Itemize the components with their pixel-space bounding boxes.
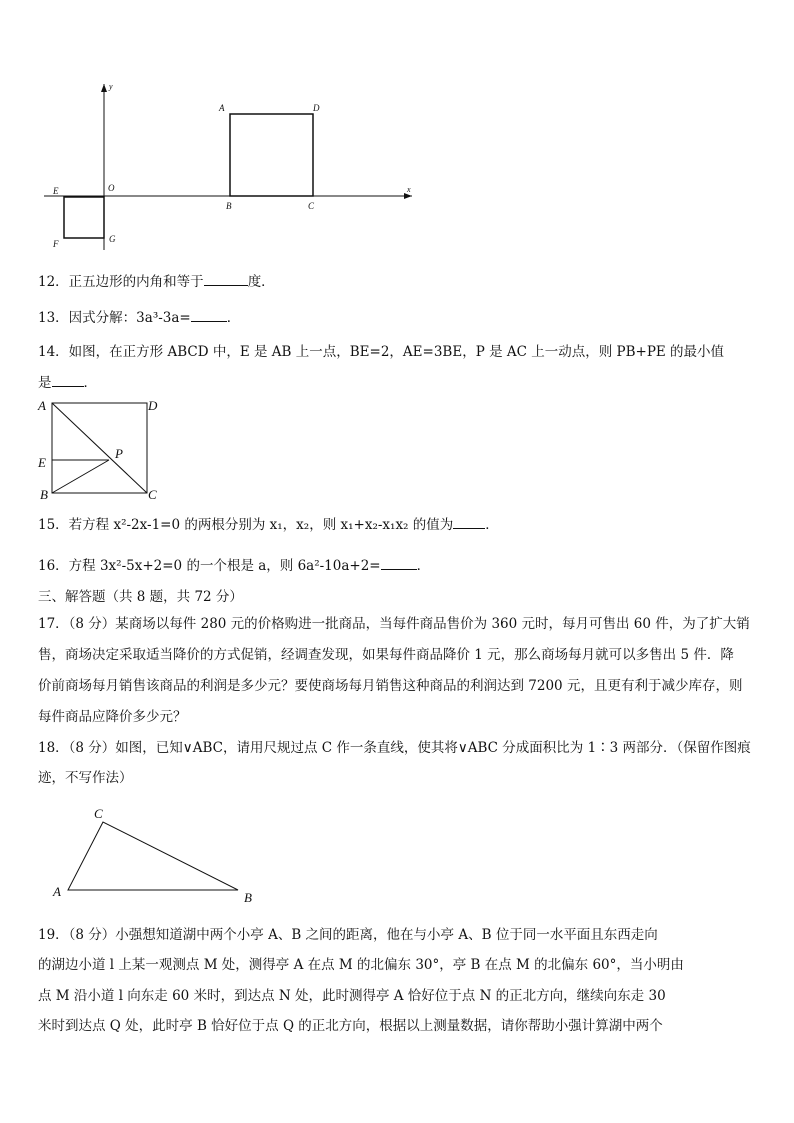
- label-C: C: [148, 487, 157, 502]
- q12-text: 12．正五边形的内角和等于: [38, 274, 204, 290]
- y-axis-arrow: [101, 84, 107, 92]
- label-C: C: [308, 201, 315, 211]
- label-C: C: [94, 806, 103, 821]
- label-F: F: [53, 239, 59, 249]
- square-ABCD-large: [230, 114, 313, 196]
- label-D: D: [148, 398, 158, 413]
- question-15: [38, 514, 764, 535]
- label-G: G: [109, 234, 116, 244]
- question-19-line3: 点 M 沿小道 l 向东走 60 米时，到达点 N 处，此时测得亭 A 恰好位于点 N 的正北方向，继续向东走 30: [38, 988, 666, 1004]
- label-A: A: [219, 103, 225, 113]
- label-E: E: [38, 455, 46, 470]
- question-17-line4: 每件商品应降价多少元？: [38, 709, 187, 725]
- label-x: x: [407, 185, 411, 194]
- label-A: A: [38, 398, 46, 413]
- label-P: P: [115, 446, 123, 461]
- square-EOGF-small: [64, 197, 104, 238]
- q13-suffix: ．: [226, 310, 241, 326]
- diagonal-AC: [52, 403, 147, 493]
- q12-suffix: 度．: [247, 274, 275, 290]
- q14-suffix: ．: [83, 375, 97, 391]
- question-19-line2: 的湖边小道 l 上某一观测点 M 处，测得亭 A 在点 M 的北偏东 30°，亭 B 在点 M 的北偏东 60°，当小明由: [38, 957, 684, 973]
- label-D: D: [313, 103, 320, 113]
- q16-suffix: ．: [416, 558, 431, 574]
- question-18-line1: 18．（8 分）如图，已知∨ABC，请用尺规过点 C 作一条直线，使其将∨ABC 分成面积比为 1∶3 两部分．（保留作图痕: [38, 740, 751, 756]
- label-B: B: [40, 487, 48, 502]
- question-17-line1: 17．（8 分）某商场以每件 280 元的价格购进一批商品，当每件商品售价为 360 元时，每月可售出 60 件，为了扩大销: [38, 616, 750, 632]
- label-E: E: [53, 186, 59, 196]
- question-14-line1: 14．如图，在正方形 ABCD 中，E 是 AB 上一点，BE=2，AE=3BE，P 是 AC 上一动点，则 PB+PE 的最小值: [38, 344, 725, 360]
- q13-answer-blank[interactable]: [191, 307, 227, 322]
- q14-prefix: 是: [38, 375, 52, 391]
- question-17-line2: 售，商场决定采取适当降价的方式促销，经调查发现，如果每件商品降价 1 元，那么商场每月就可以多售出 5 件．降: [38, 647, 734, 663]
- question-12: [38, 271, 764, 292]
- q14-answer-blank[interactable]: [52, 372, 84, 387]
- label-B: B: [244, 890, 252, 905]
- q15-text: 15．若方程 x²-2x-1=0 的两根分别为 x₁，x₂，则 x₁+x₂-x₁x₂ 的值为: [38, 517, 454, 533]
- section-3-heading: 三、解答题（共 8 题，共 72 分）: [38, 589, 243, 605]
- square-figure-q14: [37, 398, 158, 502]
- q15-answer-blank[interactable]: [453, 514, 485, 529]
- question-17-line3: 价前商场每月销售该商品的利润是多少元？要使商场每月销售这种商品的利润达到 7200 元，且更有利于减少库存，则: [38, 678, 743, 694]
- question-18-line2: 迹，不写作法）: [38, 770, 133, 786]
- question-19-line1: 19．（8 分）小强想知道湖中两个小亭 A、B 之间的距离，他在与小亭 A、B 位于同一水平面且东西走向: [38, 927, 658, 943]
- label-O: O: [108, 183, 115, 193]
- label-y: y: [109, 82, 113, 91]
- label-A: A: [53, 884, 61, 899]
- question-13: [38, 307, 764, 328]
- question-19-line4: 米时到达点 Q 处，此时亭 B 恰好位于点 Q 的正北方向，根据以上测量数据，请你帮助小强计算湖中两个: [38, 1018, 663, 1034]
- q16-text: 16．方程 3x²-5x+2=0 的一个根是 a，则 6a²-10a+2=: [38, 558, 381, 574]
- segment-BP: [52, 460, 109, 493]
- q12-answer-blank[interactable]: [204, 271, 248, 286]
- triangle-figure-q18: [52, 806, 252, 905]
- coordinate-figure: [44, 82, 412, 250]
- question-16: [38, 555, 764, 576]
- label-B: B: [226, 201, 232, 211]
- q16-answer-blank[interactable]: [381, 555, 417, 570]
- q15-suffix: ．: [485, 517, 499, 533]
- question-14-line2: [38, 372, 764, 393]
- q13-text: 13．因式分解：3a³-3a=: [38, 310, 191, 326]
- triangle-ABC: [68, 822, 238, 890]
